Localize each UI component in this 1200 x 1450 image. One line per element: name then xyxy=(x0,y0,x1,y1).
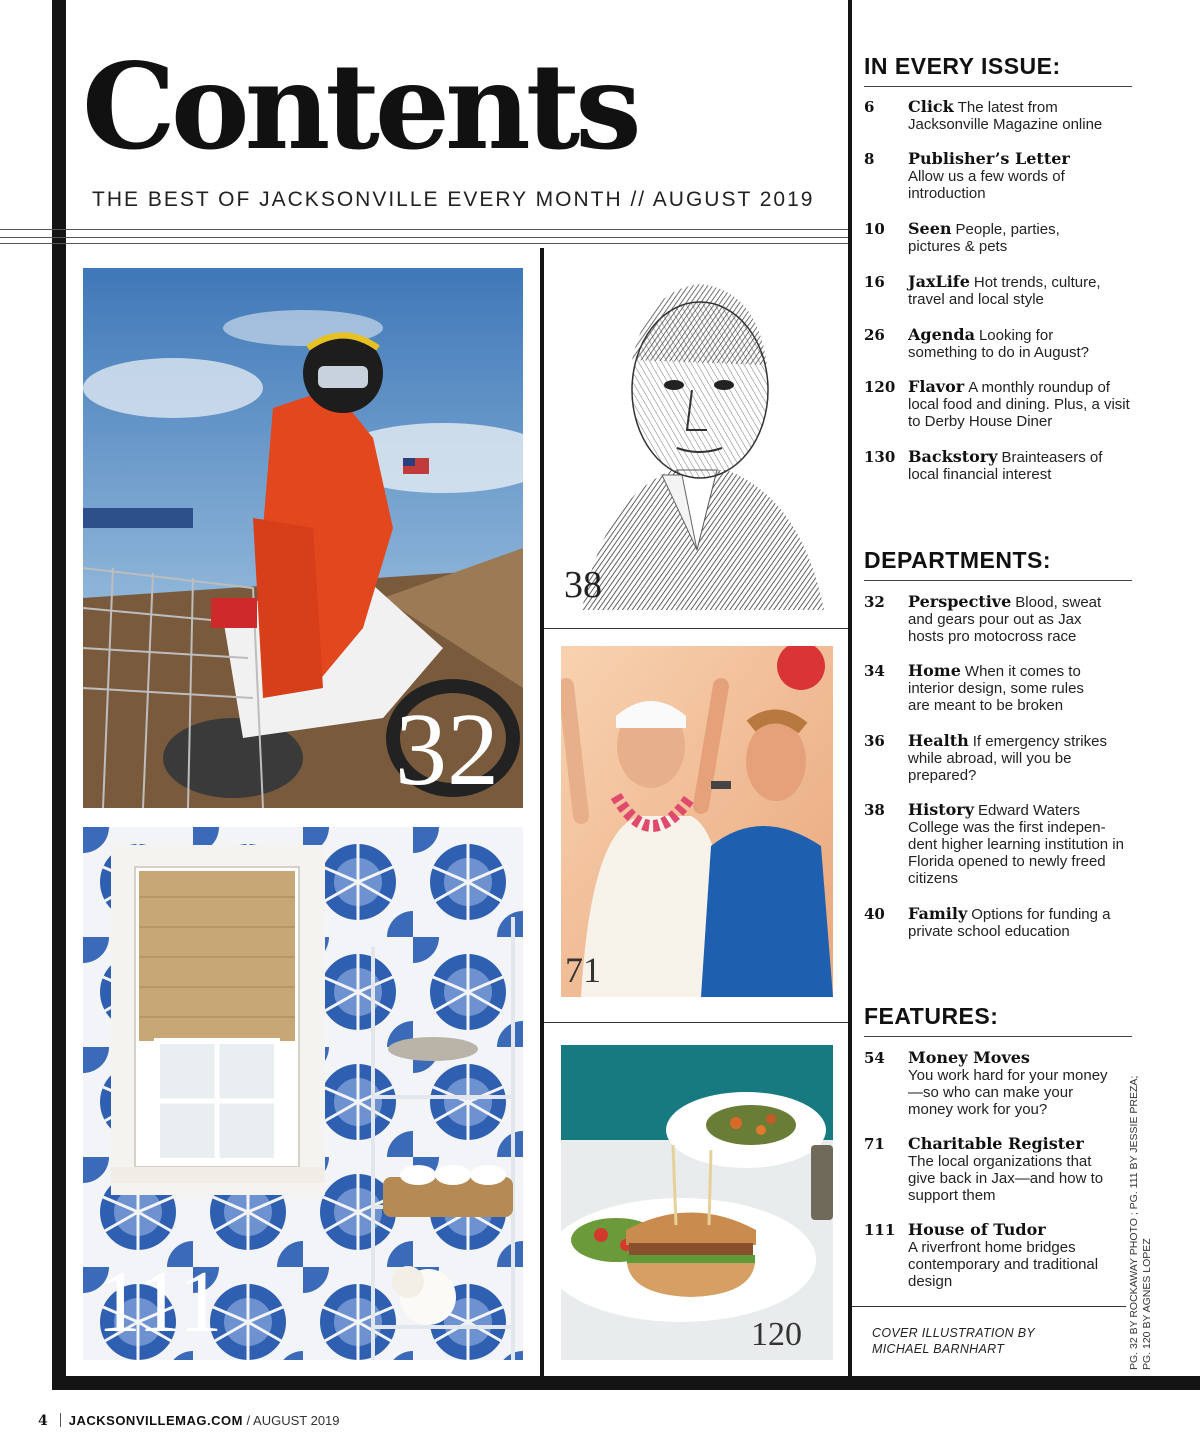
credit-divider xyxy=(852,1306,1126,1307)
toc-page-number: 38 xyxy=(864,801,885,819)
footer-issue: / AUGUST 2019 xyxy=(242,1413,340,1428)
toc-title: Family xyxy=(908,904,968,923)
cover-credit-line: MICHAEL BARNHART xyxy=(872,1342,1005,1356)
toc-page-number: 36 xyxy=(864,732,885,750)
header-rule-3 xyxy=(0,243,848,244)
toc-page-number: 130 xyxy=(864,448,896,466)
page-subtitle: THE BEST OF JACKSONVILLE EVERY MONTH // AUGUST 2019 xyxy=(92,188,815,211)
toc-title: Publisher’s Letter xyxy=(908,149,1070,168)
photo-credit xyxy=(1128,1076,1154,1370)
toc-title: Backstory xyxy=(908,447,998,466)
photo-motocross xyxy=(83,268,523,808)
page-footer xyxy=(38,1413,340,1429)
photo-food xyxy=(561,1045,833,1360)
photo-page-number: 111 xyxy=(97,1254,223,1351)
toc-page-number: 6 xyxy=(864,98,875,116)
section-heading-departments: DEPARTMENTS: xyxy=(864,547,1132,581)
toc-description: Brainteasers of local financial interest xyxy=(908,449,1103,483)
photo-row-divider-1 xyxy=(544,628,848,629)
photo-row-divider-2 xyxy=(544,1022,848,1023)
toc-title: Agenda xyxy=(908,325,975,344)
toc-description: A monthly roundup of local food and dining. Plus, a visit to Derby House Diner xyxy=(908,379,1130,430)
footer-page-number: 4 xyxy=(38,1413,48,1429)
cover-credit xyxy=(872,1325,1072,1357)
photo-page-number: 71 xyxy=(565,950,601,990)
header-rule-1 xyxy=(0,229,848,230)
toc-description: Hot trends, culture, travel and local style xyxy=(908,274,1101,308)
toc-description: Options for funding a private school education xyxy=(908,906,1111,940)
toc-description: Allow us a few words of introduction xyxy=(908,168,1065,202)
photo-page-number: 38 xyxy=(564,564,602,606)
photo-charity xyxy=(561,646,833,997)
toc-page-number: 26 xyxy=(864,326,885,344)
toc-title: Money Moves xyxy=(908,1048,1030,1067)
photo-portrait xyxy=(562,270,832,610)
toc-title: House of Tudor xyxy=(908,1220,1046,1239)
toc-title: Click xyxy=(908,97,954,116)
toc-description: Looking for something to do in August? xyxy=(908,327,1089,361)
toc-description: People, parties, pictures & pets xyxy=(908,221,1060,255)
toc-description: Blood, sweat and gears pour out as Jax hosts pro motocross race xyxy=(908,594,1102,645)
toc-page-number: 32 xyxy=(864,593,885,611)
toc-title: Health xyxy=(908,731,969,750)
toc-title: JaxLife xyxy=(908,272,970,291)
toc-page-number: 111 xyxy=(864,1221,896,1239)
frame-bottom-bar xyxy=(52,1376,1200,1390)
toc-page-number: 71 xyxy=(864,1135,885,1153)
toc-page-number: 8 xyxy=(864,150,875,168)
toc-title: Seen xyxy=(908,219,952,238)
photo-page-number: 32 xyxy=(395,692,499,807)
toc-page-number: 10 xyxy=(864,220,885,238)
cover-credit-line: COVER ILLUSTRATION BY xyxy=(872,1326,1036,1340)
photo-page-number: 120 xyxy=(751,1316,802,1353)
frame-left-bar xyxy=(52,0,66,1390)
toc-title: Flavor xyxy=(908,377,965,396)
toc-description: A riverfront home bridges contemporary and traditional design xyxy=(908,1239,1099,1290)
toc-page-number: 120 xyxy=(864,378,896,396)
photo-credit-line: PG. 120 BY AGNES LOPEZ xyxy=(1141,1238,1153,1370)
section-heading-every-issue: IN EVERY ISSUE: xyxy=(864,53,1132,87)
toc-title: Perspective xyxy=(908,592,1012,611)
footer-site-link[interactable]: JACKSONVILLEMAG.COM xyxy=(68,1413,243,1428)
toc-page-number: 54 xyxy=(864,1049,885,1067)
toc-title: History xyxy=(908,800,974,819)
toc-description: You work hard for your money—so who can make your money work for you? xyxy=(908,1067,1108,1118)
header-rule-2 xyxy=(0,237,848,238)
frame-center-divider xyxy=(848,0,852,1378)
toc-description: Edward Waters College was the first indepen-dent higher learning institution in Florida opened to newly freed citizens xyxy=(908,802,1124,887)
toc-description: The latest from Jacksonville Magazine online xyxy=(908,99,1103,133)
toc-title: Charitable Register xyxy=(908,1134,1084,1153)
toc-page-number: 16 xyxy=(864,273,885,291)
footer-separator xyxy=(60,1413,61,1427)
photo-column-divider xyxy=(540,248,544,1376)
toc-title: Home xyxy=(908,661,961,680)
toc-page-number: 34 xyxy=(864,662,885,680)
toc-description: When it comes to interior design, some rules are meant to be broken xyxy=(908,663,1084,714)
toc-description: The local organizations that give back in Jax—and how to support them xyxy=(908,1153,1104,1204)
toc-description: If emergency strikes while abroad, will you be prepared? xyxy=(908,733,1107,784)
photo-interior xyxy=(83,827,523,1360)
section-heading-features: FEATURES: xyxy=(864,1003,1132,1037)
toc-page-number: 40 xyxy=(864,905,885,923)
page-title: Contents xyxy=(82,37,637,176)
photo-credit-line: PG. 32 BY ROCKAWAY PHOTO ; PG. 111 BY JESSIE PREZA; xyxy=(1128,1075,1140,1370)
